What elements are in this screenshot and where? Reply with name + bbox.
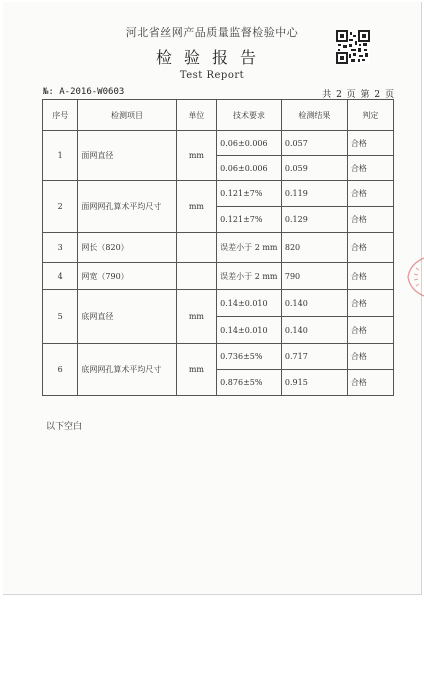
cell-result: 0.059	[281, 156, 347, 181]
org-name: 河北省丝网产品质量监督检验中心	[125, 26, 299, 39]
cell-requirement: 误差小于 2 mm	[217, 263, 282, 290]
cell-requirement: 0.06±0.006	[217, 131, 282, 156]
col-header-no: 序号	[43, 100, 78, 131]
cell-item: 底网网孔算术平均尺寸	[78, 344, 176, 396]
cell-requirement: 0.06±0.006	[217, 156, 282, 181]
cell-judgement: 合格	[347, 233, 393, 263]
table-body	[43, 131, 394, 396]
col-header-unit: 单位	[176, 100, 216, 131]
cell-unit	[176, 233, 216, 263]
cell-result: 0.119	[281, 181, 347, 207]
col-header-item: 检测项目	[78, 100, 176, 131]
table-row	[43, 233, 394, 263]
cell-result: 0.915	[281, 370, 347, 396]
seal-stamp	[404, 254, 424, 300]
report-subtitle: Test Report	[179, 70, 245, 81]
cell-judgement: 合格	[347, 290, 393, 317]
qr-code-icon	[336, 30, 370, 64]
cell-judgement: 合格	[347, 370, 393, 396]
results-table	[42, 99, 394, 396]
cell-unit: mm	[176, 131, 216, 181]
table-row	[43, 263, 394, 290]
table-row	[43, 181, 394, 207]
cell-item: 网长（820）	[78, 233, 176, 263]
cell-no: 1	[43, 131, 78, 181]
cell-no: 4	[43, 263, 78, 290]
table-row	[43, 290, 394, 317]
cell-judgement: 合格	[347, 156, 393, 181]
cell-result: 820	[281, 233, 347, 263]
cell-judgement: 合格	[347, 207, 393, 233]
cell-no: 3	[43, 233, 78, 263]
table-row	[43, 131, 394, 156]
end-note: 以下空白	[46, 422, 83, 432]
cell-result: 0.717	[281, 344, 347, 370]
cell-result: 790	[281, 263, 347, 290]
cell-judgement: 合格	[347, 263, 393, 290]
cell-result: 0.140	[281, 290, 347, 317]
cell-requirement: 0.876±5%	[217, 370, 282, 396]
page-indicator: 共 2 页 第 2 页	[322, 90, 395, 100]
cell-judgement: 合格	[347, 344, 393, 370]
cell-result: 0.057	[281, 131, 347, 156]
col-header-result: 检测结果	[281, 100, 347, 131]
report-number: №: A-2016-W0603	[43, 87, 125, 97]
cell-judgement: 合格	[347, 181, 393, 207]
cell-item: 面网网孔算术平均尺寸	[78, 181, 176, 233]
cell-result: 0.140	[281, 317, 347, 344]
col-header-judgement: 判定	[347, 100, 393, 131]
cell-judgement: 合格	[347, 131, 393, 156]
cell-requirement: 0.121±7%	[217, 207, 282, 233]
col-header-requirement: 技术要求	[217, 100, 282, 131]
table-header-row	[43, 100, 394, 131]
cell-judgement: 合格	[347, 317, 393, 344]
cell-unit	[176, 263, 216, 290]
cell-requirement: 0.14±0.010	[217, 290, 282, 317]
report-sheet	[3, 2, 422, 595]
report-title: 检验报告	[155, 48, 268, 67]
cell-unit: mm	[176, 290, 216, 344]
cell-unit: mm	[176, 344, 216, 396]
cell-unit: mm	[176, 181, 216, 233]
cell-requirement: 误差小于 2 mm	[217, 233, 282, 263]
cell-item: 底网直径	[78, 290, 176, 344]
cell-requirement: 0.121±7%	[217, 181, 282, 207]
cell-requirement: 0.14±0.010	[217, 317, 282, 344]
cell-no: 2	[43, 181, 78, 233]
cell-no: 5	[43, 290, 78, 344]
cell-requirement: 0.736±5%	[217, 344, 282, 370]
table-row	[43, 344, 394, 370]
cell-item: 网宽（790）	[78, 263, 176, 290]
cell-result: 0.129	[281, 207, 347, 233]
cell-no: 6	[43, 344, 78, 396]
cell-item: 面网直径	[78, 131, 176, 181]
